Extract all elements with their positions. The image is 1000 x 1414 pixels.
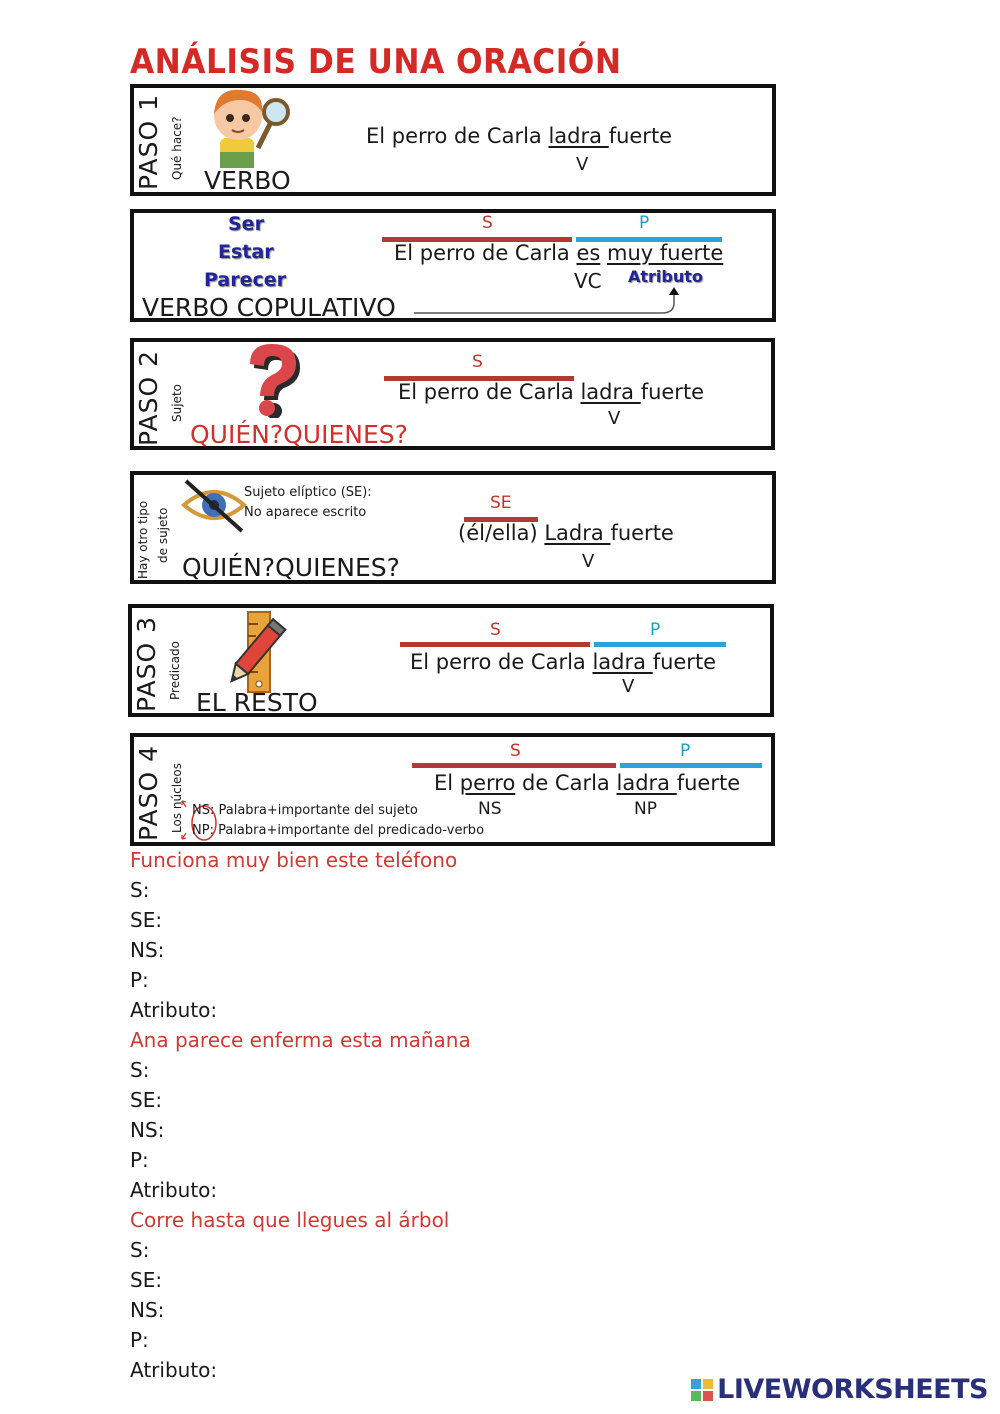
field-s[interactable]: S: bbox=[130, 1058, 150, 1082]
attribute-label: Atributo bbox=[628, 267, 703, 286]
field-atributo[interactable]: Atributo: bbox=[130, 998, 218, 1022]
field-p[interactable]: P: bbox=[130, 968, 149, 992]
field-se[interactable]: SE: bbox=[130, 1268, 163, 1292]
paso1-keyword: VERBO bbox=[204, 166, 291, 195]
field-se[interactable]: SE: bbox=[130, 908, 163, 932]
exercise-sentence: Ana parece enferma esta mañana bbox=[130, 1028, 471, 1052]
field-p[interactable]: P: bbox=[130, 1148, 149, 1172]
label-se: SE bbox=[490, 493, 512, 513]
sentence-start: El perro de Carla bbox=[366, 124, 549, 148]
field-s[interactable]: S: bbox=[130, 1238, 150, 1262]
sentence-verb: Ladra bbox=[544, 521, 611, 545]
paso2-keyword: QUIÉN?QUIENES? bbox=[190, 420, 408, 449]
sentence-start: El bbox=[434, 771, 460, 795]
subject-bar bbox=[412, 763, 616, 768]
sentence-end: fuerte bbox=[652, 650, 717, 674]
field-se[interactable]: SE: bbox=[130, 1088, 163, 1112]
eliptico-note-1: Sujeto elíptico (SE): bbox=[244, 485, 372, 500]
sentence-end: fuerte bbox=[676, 771, 741, 795]
sentence-start: El perro de Carla bbox=[394, 241, 577, 265]
paso4-box bbox=[130, 733, 775, 846]
boy-magnifier-icon bbox=[206, 86, 296, 170]
sentence-nucleus-predicate: ladra bbox=[616, 771, 677, 795]
liveworksheets-logo bbox=[691, 1374, 988, 1405]
exercise-sentence: Funciona muy bien este teléfono bbox=[130, 848, 458, 872]
ns-mark: NS bbox=[478, 799, 502, 819]
paso1-label: PASO 1 bbox=[134, 94, 163, 190]
verb-mark: V bbox=[576, 154, 589, 175]
paso3-keyword: EL RESTO bbox=[196, 688, 318, 717]
field-atributo[interactable]: Atributo: bbox=[130, 1358, 218, 1382]
pencil-ruler-icon bbox=[212, 610, 302, 694]
paso3-sentence bbox=[410, 650, 716, 674]
eliptico-note-2: No aparece escrito bbox=[244, 505, 367, 520]
eliptico-sentence bbox=[458, 521, 674, 545]
copula-parecer: Parecer bbox=[204, 269, 287, 291]
logo-text: LIVEWORKSHEETS bbox=[717, 1374, 988, 1405]
sentence-verb: ladra bbox=[548, 124, 609, 148]
paso4-sentence bbox=[434, 771, 740, 795]
paso1-sentence bbox=[366, 124, 672, 148]
sentence-verb: ladra bbox=[580, 380, 641, 404]
exercise-sentence: Corre hasta que llegues al árbol bbox=[130, 1208, 450, 1232]
sentence-verb: es bbox=[576, 241, 601, 265]
field-p[interactable]: P: bbox=[130, 1328, 149, 1352]
subject-bar bbox=[400, 642, 590, 647]
paso3-question: Predicado bbox=[168, 641, 182, 700]
copulativo-box bbox=[130, 209, 776, 322]
label-p: P bbox=[639, 213, 650, 233]
label-p: P bbox=[650, 620, 661, 640]
copula-ser: Ser bbox=[228, 213, 264, 235]
sentence-end: fuerte bbox=[610, 521, 674, 545]
crossed-eye-icon bbox=[180, 477, 248, 535]
sentence-start: El perro de Carla bbox=[410, 650, 593, 674]
sentence-verb: ladra bbox=[592, 650, 653, 674]
field-s[interactable]: S: bbox=[130, 878, 150, 902]
verb-mark: V bbox=[622, 676, 635, 697]
paso2-box bbox=[130, 338, 775, 450]
np-text: Palabra+importante del predicado-verbo bbox=[218, 823, 485, 838]
field-ns[interactable]: NS: bbox=[130, 938, 165, 962]
field-atributo[interactable]: Atributo: bbox=[130, 1178, 218, 1202]
label-s: S bbox=[482, 213, 493, 233]
eliptico-side-2: de sujeto bbox=[156, 507, 170, 563]
verb-mark: V bbox=[608, 408, 621, 429]
copula-estar: Estar bbox=[218, 241, 274, 263]
arrow-connector bbox=[412, 285, 682, 317]
paso2-label: PASO 2 bbox=[134, 350, 163, 446]
page-title: ANÁLISIS DE UNA ORACIÓN bbox=[130, 42, 622, 82]
label-s: S bbox=[510, 741, 521, 761]
label-p: P bbox=[680, 741, 691, 761]
ns-text: Palabra+importante del sujeto bbox=[218, 803, 418, 818]
eliptico-side-1: Hay otro tipo bbox=[136, 500, 150, 579]
paso3-label: PASO 3 bbox=[132, 616, 161, 712]
sentence-end: fuerte bbox=[640, 380, 705, 404]
paso1-question: Qué hace? bbox=[170, 116, 184, 180]
eliptico-keyword: QUIÉN?QUIENES? bbox=[182, 553, 400, 582]
label-s: S bbox=[490, 620, 501, 640]
paso4-label: PASO 4 bbox=[134, 745, 163, 841]
paso1-box bbox=[130, 84, 776, 196]
sentence-start: El perro de Carla bbox=[398, 380, 581, 404]
paso4-question: Los núcleos bbox=[170, 762, 184, 833]
verb-mark: V bbox=[582, 551, 595, 572]
np-key: NP: bbox=[192, 823, 214, 838]
sentence-start: (él/ella) bbox=[458, 521, 545, 545]
sentence-end: fuerte bbox=[608, 124, 673, 148]
np-mark: NP bbox=[634, 799, 657, 819]
paso3-box bbox=[128, 604, 774, 717]
liveworksheets-logo-icon bbox=[691, 1379, 713, 1401]
label-s: S bbox=[472, 352, 483, 372]
field-ns[interactable]: NS: bbox=[130, 1118, 165, 1142]
question-mark-icon bbox=[236, 342, 306, 418]
copulativo-sentence bbox=[394, 241, 723, 265]
paso2-sentence bbox=[398, 380, 704, 404]
sentence-middle: de Carla bbox=[515, 771, 617, 795]
copulativo-keyword: VERBO COPULATIVO bbox=[142, 293, 396, 322]
ns-key: NS: bbox=[192, 803, 215, 818]
np-definition bbox=[192, 823, 484, 838]
field-ns[interactable]: NS: bbox=[130, 1298, 165, 1322]
vc-mark: VC bbox=[574, 269, 602, 293]
predicate-bar bbox=[620, 763, 762, 768]
sentence-nucleus-subject: perro bbox=[459, 771, 516, 795]
paso2-question: Sujeto bbox=[170, 384, 184, 422]
eliptico-box bbox=[130, 471, 776, 584]
predicate-bar bbox=[594, 642, 726, 647]
sentence-attribute: muy fuerte bbox=[607, 241, 724, 265]
ns-definition bbox=[192, 803, 418, 818]
